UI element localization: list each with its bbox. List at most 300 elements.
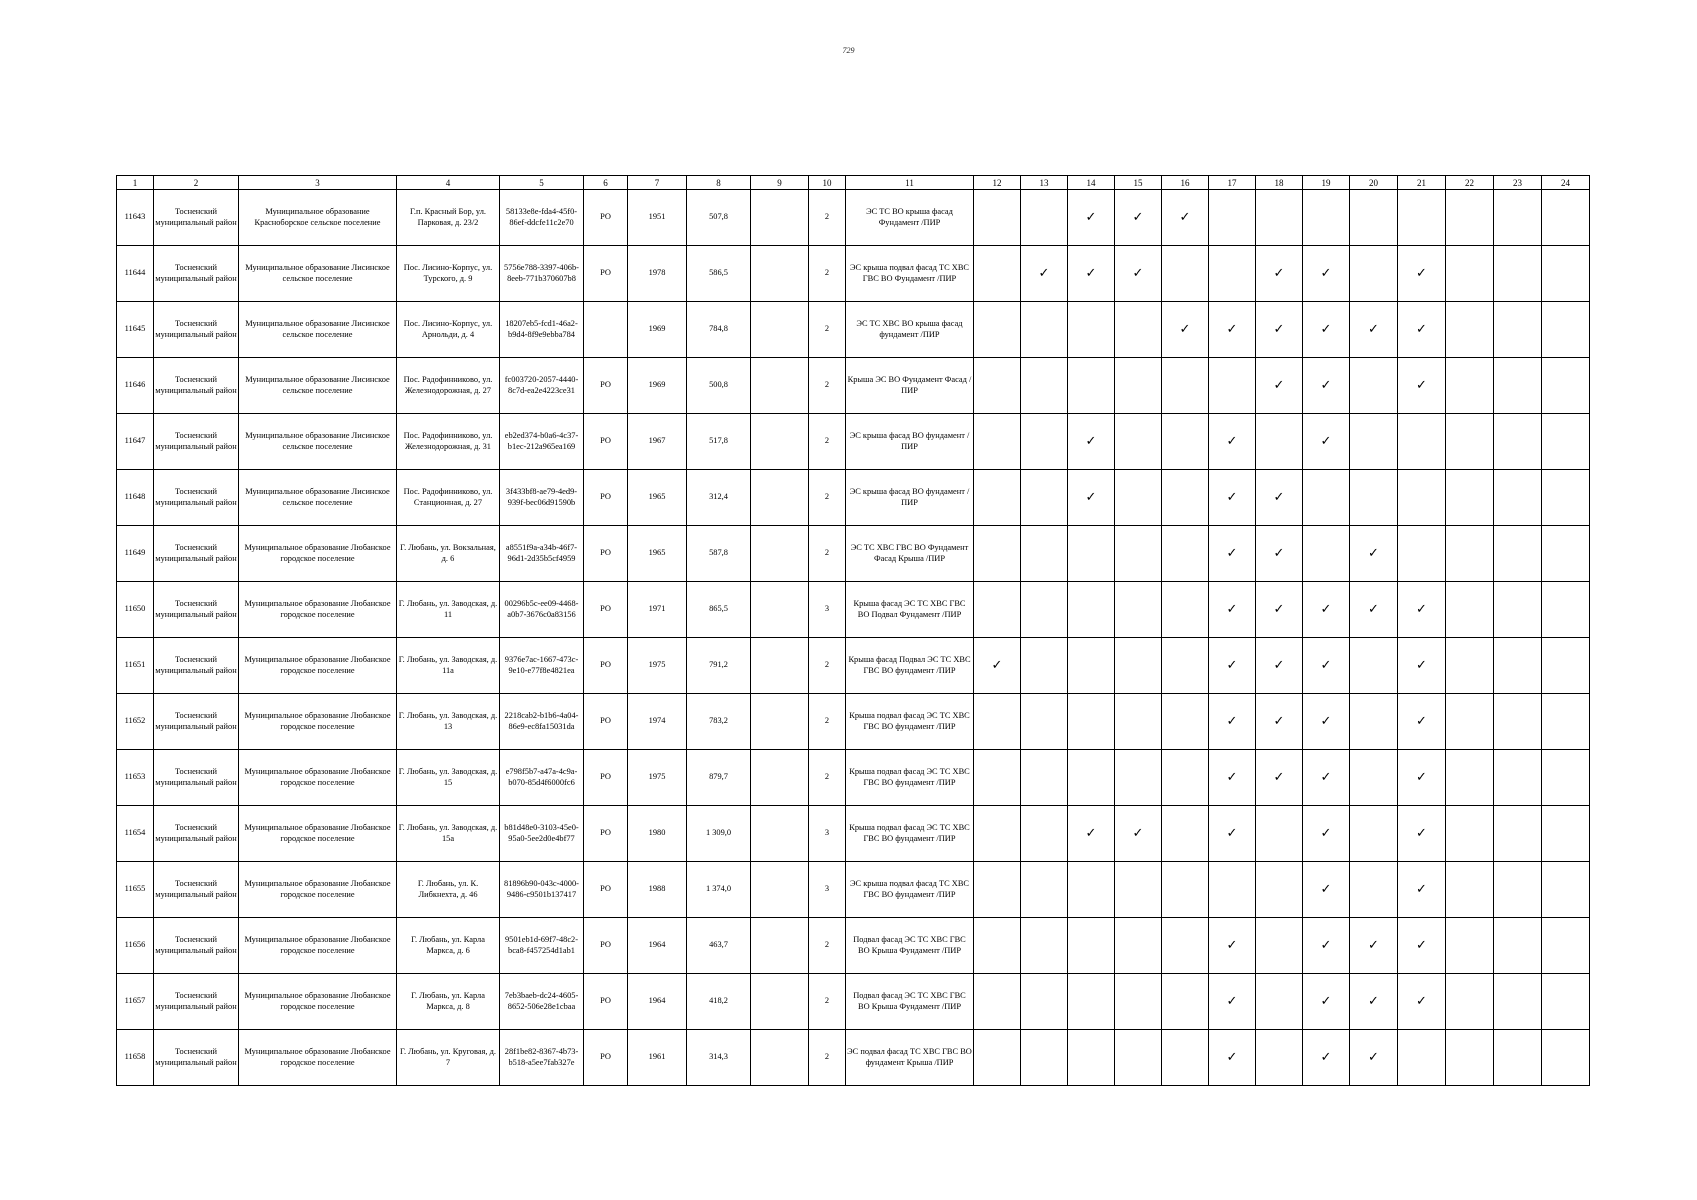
empty-check-cell [1162, 414, 1209, 470]
row-number: 11644 [117, 246, 154, 302]
district-cell: Тосненский муниципальный район [154, 750, 239, 806]
empty-check-cell [974, 358, 1021, 414]
guid-cell: e798f5b7-a47a-4c9a-b070-85d4f6000fc6 [500, 750, 584, 806]
works-cell: Крыша подвал фасад ЭС ТС ХВС ГВС ВО фундамент /ПИР [846, 694, 974, 750]
checkmark-icon: ✓ [1068, 806, 1115, 862]
checkmark-icon: ✓ [1303, 582, 1350, 638]
empty-check-cell [1021, 582, 1068, 638]
guid-cell: 9501eb1d-69f7-48c2-bca8-f457254d1ab1 [500, 918, 584, 974]
checkmark-icon: ✓ [1068, 470, 1115, 526]
ownership-mark-cell: РО [584, 190, 628, 246]
municipality-cell: Муниципальное образование Любанское городское поселение [239, 974, 397, 1030]
empty-check-cell [1256, 414, 1303, 470]
empty-check-cell [1542, 694, 1590, 750]
empty-check-cell [1350, 806, 1398, 862]
district-cell: Тосненский муниципальный район [154, 470, 239, 526]
empty-check-cell [1350, 694, 1398, 750]
empty-check-cell [1494, 190, 1542, 246]
table-row [117, 470, 1590, 526]
area-cell: 783,2 [687, 694, 751, 750]
table-row [117, 638, 1590, 694]
ownership-mark-cell: РО [584, 638, 628, 694]
column-10-cell: 3 [809, 862, 846, 918]
table-row [117, 190, 1590, 246]
column-10-cell: 2 [809, 190, 846, 246]
empty-check-cell [1350, 358, 1398, 414]
year-cell: 1975 [628, 750, 687, 806]
checkmark-icon: ✓ [1398, 358, 1446, 414]
checkmark-icon: ✓ [1398, 246, 1446, 302]
municipality-cell: Муниципальное образование Красноборское сельское поселение [239, 190, 397, 246]
checkmark-icon: ✓ [1398, 638, 1446, 694]
works-cell: ЭС ТС ВО крыша фасад Фундамент /ПИР [846, 190, 974, 246]
empty-check-cell [1494, 302, 1542, 358]
area-cell: 500,8 [687, 358, 751, 414]
empty-check-cell [1494, 694, 1542, 750]
column-10-cell: 3 [809, 582, 846, 638]
table-row [117, 246, 1590, 302]
municipality-cell: Муниципальное образование Любанское городское поселение [239, 582, 397, 638]
column-header: 6 [584, 176, 628, 190]
checkmark-icon: ✓ [1256, 526, 1303, 582]
empty-check-cell [974, 694, 1021, 750]
guid-cell: b81d48e0-3103-45e0-95a0-5ee2d0e4bf77 [500, 806, 584, 862]
checkmark-icon: ✓ [1115, 806, 1162, 862]
checkmark-icon: ✓ [1303, 414, 1350, 470]
checkmark-icon: ✓ [1398, 694, 1446, 750]
checkmark-icon: ✓ [1398, 750, 1446, 806]
column-header: 22 [1446, 176, 1494, 190]
checkmark-icon: ✓ [1303, 694, 1350, 750]
empty-check-cell [1542, 526, 1590, 582]
address-cell: Пос. Радофинниково, ул. Железнодорожная, д. 27 [397, 358, 500, 414]
empty-check-cell [1350, 862, 1398, 918]
year-cell: 1971 [628, 582, 687, 638]
empty-check-cell [1398, 414, 1446, 470]
address-cell: Г. Любань, ул. Карла Маркса, д. 6 [397, 918, 500, 974]
column-header: 16 [1162, 176, 1209, 190]
checkmark-icon: ✓ [1209, 526, 1256, 582]
checkmark-icon: ✓ [1350, 918, 1398, 974]
address-cell: Пос. Лисино-Корпус, ул. Турского, д. 9 [397, 246, 500, 302]
empty-check-cell [1115, 470, 1162, 526]
address-cell: Г. Любань, ул. Заводская, д. 13 [397, 694, 500, 750]
empty-check-cell [1209, 358, 1256, 414]
municipality-cell: Муниципальное образование Любанское городское поселение [239, 806, 397, 862]
municipality-cell: Муниципальное образование Любанское городское поселение [239, 638, 397, 694]
checkmark-icon: ✓ [1303, 806, 1350, 862]
column-10-cell: 2 [809, 470, 846, 526]
checkmark-icon: ✓ [1115, 190, 1162, 246]
column-header: 17 [1209, 176, 1256, 190]
table-row [117, 918, 1590, 974]
checkmark-icon: ✓ [1209, 1030, 1256, 1086]
municipality-cell: Муниципальное образование Любанское городское поселение [239, 862, 397, 918]
checkmark-icon: ✓ [1209, 414, 1256, 470]
empty-check-cell [1021, 806, 1068, 862]
empty-check-cell [1542, 918, 1590, 974]
row-number: 11651 [117, 638, 154, 694]
guid-cell: 3f433bf8-ae79-4ed9-939f-bec06d91590b [500, 470, 584, 526]
empty-check-cell [1446, 246, 1494, 302]
works-cell: ЭС крыша подвал фасад ТС ХВС ГВС ВО Фундамент /ПИР [846, 246, 974, 302]
row-number: 11646 [117, 358, 154, 414]
empty-check-cell [1162, 526, 1209, 582]
empty-check-cell [1542, 1030, 1590, 1086]
table-row [117, 582, 1590, 638]
empty-check-cell [1162, 638, 1209, 694]
empty-check-cell [974, 470, 1021, 526]
empty-check-cell [1256, 918, 1303, 974]
works-cell: ЭС крыша подвал фасад ТС ХВС ГВС ВО фундамент /ПИР [846, 862, 974, 918]
column-header: 3 [239, 176, 397, 190]
column-9-cell [751, 246, 809, 302]
column-header: 2 [154, 176, 239, 190]
empty-check-cell [1398, 1030, 1446, 1086]
column-header: 20 [1350, 176, 1398, 190]
empty-check-cell [1446, 918, 1494, 974]
ownership-mark-cell: РО [584, 470, 628, 526]
area-cell: 879,7 [687, 750, 751, 806]
address-cell: Пос. Радофинниково, ул. Железнодорожная, д. 31 [397, 414, 500, 470]
header-row [117, 176, 1590, 190]
empty-check-cell [1068, 862, 1115, 918]
column-header: 5 [500, 176, 584, 190]
empty-check-cell [1350, 750, 1398, 806]
column-10-cell: 2 [809, 918, 846, 974]
row-number: 11648 [117, 470, 154, 526]
district-cell: Тосненский муниципальный район [154, 862, 239, 918]
year-cell: 1965 [628, 470, 687, 526]
municipality-cell: Муниципальное образование Любанское городское поселение [239, 918, 397, 974]
checkmark-icon: ✓ [1162, 302, 1209, 358]
year-cell: 1961 [628, 1030, 687, 1086]
municipality-cell: Муниципальное образование Любанское городское поселение [239, 1030, 397, 1086]
district-cell: Тосненский муниципальный район [154, 190, 239, 246]
district-cell: Тосненский муниципальный район [154, 582, 239, 638]
empty-check-cell [1068, 526, 1115, 582]
ownership-mark-cell: РО [584, 806, 628, 862]
column-10-cell: 2 [809, 1030, 846, 1086]
empty-check-cell [1115, 918, 1162, 974]
empty-check-cell [1446, 694, 1494, 750]
empty-check-cell [1303, 526, 1350, 582]
column-header: 14 [1068, 176, 1115, 190]
column-9-cell [751, 414, 809, 470]
checkmark-icon: ✓ [1209, 918, 1256, 974]
empty-check-cell [1162, 862, 1209, 918]
empty-check-cell [1494, 974, 1542, 1030]
table-row [117, 974, 1590, 1030]
checkmark-icon: ✓ [1350, 1030, 1398, 1086]
empty-check-cell [1446, 526, 1494, 582]
empty-check-cell [1446, 974, 1494, 1030]
empty-check-cell [1398, 470, 1446, 526]
checkmark-icon: ✓ [1256, 638, 1303, 694]
area-cell: 314,3 [687, 1030, 751, 1086]
works-cell: ЭС ТС ХВС ВО крыша фасад фундамент /ПИР [846, 302, 974, 358]
row-number: 11658 [117, 1030, 154, 1086]
area-cell: 784,8 [687, 302, 751, 358]
year-cell: 1967 [628, 414, 687, 470]
municipality-cell: Муниципальное образование Любанское городское поселение [239, 526, 397, 582]
column-10-cell: 2 [809, 638, 846, 694]
empty-check-cell [974, 1030, 1021, 1086]
empty-check-cell [1162, 974, 1209, 1030]
checkmark-icon: ✓ [1398, 302, 1446, 358]
empty-check-cell [1021, 638, 1068, 694]
checkmark-icon: ✓ [1256, 358, 1303, 414]
checkmark-icon: ✓ [1162, 190, 1209, 246]
checkmark-icon: ✓ [1303, 862, 1350, 918]
column-9-cell [751, 302, 809, 358]
empty-check-cell [1542, 414, 1590, 470]
empty-check-cell [1446, 190, 1494, 246]
empty-check-cell [1256, 862, 1303, 918]
ownership-mark-cell: РО [584, 526, 628, 582]
checkmark-icon: ✓ [1021, 246, 1068, 302]
column-10-cell: 2 [809, 302, 846, 358]
address-cell: Г. Любань, ул. К. Либкнехта, д. 46 [397, 862, 500, 918]
column-header: 1 [117, 176, 154, 190]
empty-check-cell [1494, 246, 1542, 302]
empty-check-cell [1398, 190, 1446, 246]
year-cell: 1988 [628, 862, 687, 918]
column-9-cell [751, 918, 809, 974]
empty-check-cell [1115, 414, 1162, 470]
guid-cell: eb2ed374-b0a6-4c37-b1ec-212a965ea169 [500, 414, 584, 470]
empty-check-cell [1256, 806, 1303, 862]
column-header: 18 [1256, 176, 1303, 190]
row-number: 11643 [117, 190, 154, 246]
checkmark-icon: ✓ [1350, 526, 1398, 582]
empty-check-cell [1209, 862, 1256, 918]
empty-check-cell [1115, 582, 1162, 638]
empty-check-cell [1115, 694, 1162, 750]
empty-check-cell [1068, 582, 1115, 638]
guid-cell: 7eb3baeb-dc24-4605-8652-506e28e1cbaa [500, 974, 584, 1030]
area-cell: 312,4 [687, 470, 751, 526]
empty-check-cell [1021, 414, 1068, 470]
empty-check-cell [1494, 358, 1542, 414]
empty-check-cell [1162, 582, 1209, 638]
checkmark-icon: ✓ [1256, 470, 1303, 526]
empty-check-cell [1542, 470, 1590, 526]
empty-check-cell [1446, 414, 1494, 470]
address-cell: Г. Любань, ул. Вокзальная, д. 6 [397, 526, 500, 582]
column-9-cell [751, 694, 809, 750]
empty-check-cell [1021, 918, 1068, 974]
column-9-cell [751, 862, 809, 918]
column-9-cell [751, 806, 809, 862]
ownership-mark-cell: РО [584, 246, 628, 302]
ownership-mark-cell: РО [584, 862, 628, 918]
empty-check-cell [1021, 862, 1068, 918]
guid-cell: 18207eb5-fcd1-46a2-b9d4-8f9e9ebba784 [500, 302, 584, 358]
empty-check-cell [1115, 750, 1162, 806]
area-cell: 418,2 [687, 974, 751, 1030]
area-cell: 1 309,0 [687, 806, 751, 862]
empty-check-cell [1068, 1030, 1115, 1086]
works-cell: Крыша фасад ЭС ТС ХВС ГВС ВО Подвал Фундамент /ПИР [846, 582, 974, 638]
address-cell: Г. Любань, ул. Круговая, д. 7 [397, 1030, 500, 1086]
area-cell: 517,8 [687, 414, 751, 470]
year-cell: 1978 [628, 246, 687, 302]
district-cell: Тосненский муниципальный район [154, 974, 239, 1030]
year-cell: 1969 [628, 302, 687, 358]
column-header: 15 [1115, 176, 1162, 190]
checkmark-icon: ✓ [1398, 974, 1446, 1030]
empty-check-cell [1068, 750, 1115, 806]
works-cell: Подвал фасад ЭС ТС ХВС ГВС ВО Крыша Фундамент /ПИР [846, 974, 974, 1030]
empty-check-cell [1494, 526, 1542, 582]
address-cell: Г. Любань, ул. Карла Маркса, д. 8 [397, 974, 500, 1030]
row-number: 11656 [117, 918, 154, 974]
ownership-mark-cell: РО [584, 750, 628, 806]
column-header: 24 [1542, 176, 1590, 190]
checkmark-icon: ✓ [1256, 750, 1303, 806]
checkmark-icon: ✓ [1209, 974, 1256, 1030]
guid-cell: 9376e7ac-1667-473c-9e10-e77f8e4821ea [500, 638, 584, 694]
empty-check-cell [1494, 1030, 1542, 1086]
empty-check-cell [1256, 1030, 1303, 1086]
ownership-mark-cell: РО [584, 358, 628, 414]
empty-check-cell [1115, 974, 1162, 1030]
row-number: 11655 [117, 862, 154, 918]
table-row [117, 862, 1590, 918]
empty-check-cell [1542, 806, 1590, 862]
empty-check-cell [1446, 470, 1494, 526]
empty-check-cell [1542, 246, 1590, 302]
checkmark-icon: ✓ [1303, 974, 1350, 1030]
empty-check-cell [974, 526, 1021, 582]
district-cell: Тосненский муниципальный район [154, 414, 239, 470]
empty-check-cell [974, 246, 1021, 302]
checkmark-icon: ✓ [1209, 694, 1256, 750]
empty-check-cell [1446, 358, 1494, 414]
empty-check-cell [1398, 526, 1446, 582]
column-header: 19 [1303, 176, 1350, 190]
works-cell: Крыша подвал фасад ЭС ТС ХВС ГВС ВО фундамент /ПИР [846, 806, 974, 862]
checkmark-icon: ✓ [1398, 806, 1446, 862]
year-cell: 1964 [628, 918, 687, 974]
empty-check-cell [1021, 526, 1068, 582]
table-row [117, 1030, 1590, 1086]
guid-cell: 81896b90-043c-4000-9486-c9501b137417 [500, 862, 584, 918]
works-cell: ЭС подвал фасад ТС ХВС ГВС ВО фундамент Крыша /ПИР [846, 1030, 974, 1086]
empty-check-cell [974, 190, 1021, 246]
table-row [117, 806, 1590, 862]
page-number: 729 [842, 46, 855, 55]
area-cell: 1 374,0 [687, 862, 751, 918]
works-cell: Подвал фасад ЭС ТС ХВС ГВС ВО Крыша Фундамент /ПИР [846, 918, 974, 974]
empty-check-cell [1542, 302, 1590, 358]
municipality-cell: Муниципальное образование Лисинское сельское поселение [239, 302, 397, 358]
empty-check-cell [1446, 1030, 1494, 1086]
empty-check-cell [1162, 470, 1209, 526]
municipality-cell: Муниципальное образование Лисинское сельское поселение [239, 246, 397, 302]
column-header: 21 [1398, 176, 1446, 190]
column-header: 12 [974, 176, 1021, 190]
checkmark-icon: ✓ [1256, 302, 1303, 358]
empty-check-cell [974, 918, 1021, 974]
empty-check-cell [1068, 974, 1115, 1030]
empty-check-cell [1162, 918, 1209, 974]
empty-check-cell [1115, 1030, 1162, 1086]
empty-check-cell [1494, 638, 1542, 694]
empty-check-cell [1162, 750, 1209, 806]
column-10-cell: 2 [809, 750, 846, 806]
empty-check-cell [1446, 806, 1494, 862]
empty-check-cell [1162, 246, 1209, 302]
empty-check-cell [1350, 414, 1398, 470]
empty-check-cell [1021, 358, 1068, 414]
guid-cell: 58133e8e-fda4-45f0-86ef-ddcfe11c2e70 [500, 190, 584, 246]
guid-cell: 5756e788-3397-406b-8eeb-771b370607b8 [500, 246, 584, 302]
row-number: 11650 [117, 582, 154, 638]
checkmark-icon: ✓ [1209, 470, 1256, 526]
checkmark-icon: ✓ [1398, 862, 1446, 918]
checkmark-icon: ✓ [1303, 750, 1350, 806]
column-9-cell [751, 582, 809, 638]
checkmark-icon: ✓ [1256, 246, 1303, 302]
ownership-mark-cell: РО [584, 582, 628, 638]
guid-cell: 2218cab2-b1b6-4a04-86e9-ec8fa15031da [500, 694, 584, 750]
empty-check-cell [1068, 694, 1115, 750]
checkmark-icon: ✓ [1209, 806, 1256, 862]
table-row [117, 694, 1590, 750]
column-9-cell [751, 470, 809, 526]
address-cell: Г. Любань, ул. Заводская, д. 15 [397, 750, 500, 806]
table-row [117, 302, 1590, 358]
column-9-cell [751, 526, 809, 582]
empty-check-cell [974, 750, 1021, 806]
empty-check-cell [1494, 470, 1542, 526]
district-cell: Тосненский муниципальный район [154, 526, 239, 582]
checkmark-icon: ✓ [1398, 918, 1446, 974]
row-number: 11647 [117, 414, 154, 470]
checkmark-icon: ✓ [1303, 918, 1350, 974]
column-10-cell: 2 [809, 246, 846, 302]
checkmark-icon: ✓ [1350, 974, 1398, 1030]
empty-check-cell [1303, 470, 1350, 526]
ownership-mark-cell [584, 302, 628, 358]
works-cell: ЭС крыша фасад ВО фундамент /ПИР [846, 470, 974, 526]
address-cell: Пос. Лисино-Корпус, ул. Арнольди, д. 4 [397, 302, 500, 358]
empty-check-cell [974, 582, 1021, 638]
empty-check-cell [974, 862, 1021, 918]
checkmark-icon: ✓ [1303, 302, 1350, 358]
checkmark-icon: ✓ [1209, 302, 1256, 358]
area-cell: 507,8 [687, 190, 751, 246]
table-row [117, 358, 1590, 414]
empty-check-cell [1256, 190, 1303, 246]
area-cell: 865,5 [687, 582, 751, 638]
district-cell: Тосненский муниципальный район [154, 918, 239, 974]
empty-check-cell [1115, 358, 1162, 414]
empty-check-cell [974, 974, 1021, 1030]
empty-check-cell [1494, 750, 1542, 806]
district-cell: Тосненский муниципальный район [154, 694, 239, 750]
empty-check-cell [1162, 694, 1209, 750]
row-number: 11649 [117, 526, 154, 582]
year-cell: 1964 [628, 974, 687, 1030]
column-9-cell [751, 190, 809, 246]
municipality-cell: Муниципальное образование Любанское городское поселение [239, 694, 397, 750]
housing-registry-table [116, 175, 1590, 1086]
empty-check-cell [1115, 302, 1162, 358]
empty-check-cell [1350, 470, 1398, 526]
